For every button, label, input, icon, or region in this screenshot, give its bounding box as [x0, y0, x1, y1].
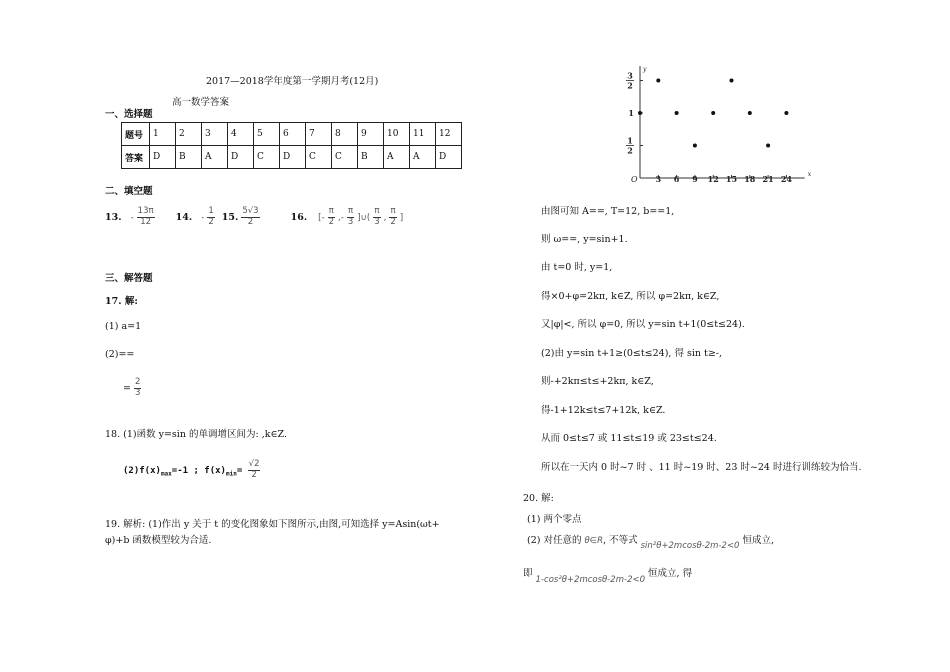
table-cell: D: [436, 146, 462, 169]
p20-holds: 恒成立,: [742, 535, 775, 546]
table-cell: 6: [280, 123, 306, 146]
data-point: [730, 79, 734, 83]
p18-fmax: (2)f(x): [123, 465, 161, 476]
r-line9: 从而 0≤t≤7 或 11≤t≤19 或 23≤t≤24.: [541, 433, 717, 444]
table-row: [122, 146, 462, 169]
r-line8: 得-1+12k≤t≤7+12k, k∈Z.: [541, 405, 666, 416]
q13-fraction: [137, 207, 155, 228]
table-cell: 7: [306, 123, 332, 146]
p20-theta: θ∈R: [584, 536, 604, 546]
data-point: [766, 144, 770, 148]
doc-subtitle: 高一数学答案: [172, 97, 230, 108]
table-cell: 3: [202, 123, 228, 146]
p19-line1: 19. 解析: (1)作出 y 关于 t 的变化图象如下图所示,由图,可知选择 y=Asin(ωt+: [105, 519, 440, 530]
data-point: [748, 111, 752, 115]
table-cell: 10: [384, 123, 410, 146]
table-cell: C: [306, 146, 332, 169]
r-line1: 由图可知 A==, T=12, b==1,: [541, 206, 675, 217]
p20-part2: [527, 532, 775, 551]
answer-table: [121, 122, 462, 169]
section-heading-fill: 二、填空题: [105, 186, 153, 197]
p20-ineq-label: , 不等式: [603, 535, 638, 546]
data-point: [693, 144, 697, 148]
q16-d2: 3: [347, 216, 354, 227]
p18-eq: =: [236, 465, 243, 476]
q16-n3: π: [374, 206, 380, 216]
q16-frac2: [347, 207, 354, 228]
section-heading-choice: 一、选择题: [105, 109, 153, 120]
q16-mid: ,-: [338, 212, 344, 223]
table-cell: B: [358, 146, 384, 169]
x-tick-label: 12: [707, 174, 719, 184]
q16-d4: 2: [390, 216, 396, 227]
q14-fraction: [207, 207, 214, 228]
table-cell: A: [202, 146, 228, 169]
p20-heading: 20. 解:: [523, 493, 554, 504]
r-line7: 则-+2kπ≤t≤+2kπ, k∈Z,: [541, 376, 654, 387]
r-line3: 由 t=0 时, y=1,: [541, 262, 613, 273]
table-cell: D: [228, 146, 254, 169]
r-line10: 所以在一天内 0 时~7 时 、11 时~19 时、23 时~24 时进行训练较为恰当.: [541, 462, 862, 473]
q16-n4: π: [390, 206, 396, 216]
x-tick-label: 18: [744, 174, 756, 184]
q16-close: ]: [399, 212, 404, 223]
p18-fraction: [248, 460, 261, 481]
p18-fmin: =-1 ; f(x): [171, 465, 226, 476]
q16-n2: π: [347, 206, 354, 216]
data-point: [711, 111, 715, 115]
p17-part2: (2)==: [105, 349, 135, 360]
scatter-chart: [620, 62, 810, 187]
data-point: [784, 111, 788, 115]
table-cell: 11: [410, 123, 436, 146]
table-cell: 答案: [122, 146, 150, 169]
p19-line2: φ)+b 函数模型较为合适.: [105, 535, 212, 546]
table-cell: C: [332, 146, 358, 169]
x-tick-label: 3: [655, 174, 662, 184]
table-cell: 1: [150, 123, 176, 146]
doc-title: 2017—2018学年度第一学期月考(12月): [206, 76, 379, 87]
table-row: [122, 123, 462, 146]
p17-part3: [123, 378, 141, 399]
r-line5: 又|φ|<, 所以 φ=0, 所以 y=sin t+1(0≤t≤24).: [541, 319, 745, 330]
p20-part3: [523, 565, 693, 585]
q13-num: 13π: [137, 206, 154, 216]
q14-den: 2: [208, 216, 214, 227]
fill-answers: [105, 207, 403, 228]
q16-label: 16.: [290, 211, 308, 223]
q14-neg: -: [201, 212, 205, 223]
q15-label: 15.: [221, 211, 239, 223]
table-cell: A: [384, 146, 410, 169]
p20-holds2: 恒成立, 得: [648, 568, 693, 579]
p20-ineq2: 1-cos²θ+2mcosθ-2m-2<0: [535, 575, 646, 585]
y-axis-label: y: [643, 66, 647, 73]
data-point: [675, 111, 679, 115]
table-cell: 9: [358, 123, 384, 146]
p17-eq: =: [123, 382, 131, 394]
q16-frac1: [328, 207, 335, 228]
x-tick-label: 15: [725, 174, 738, 184]
p20-ji: 即: [523, 568, 533, 579]
y-tick-label-num: 3: [627, 70, 633, 81]
q16-d3: 3: [374, 216, 380, 227]
table-cell: 8: [332, 123, 358, 146]
section-heading-solutions: 三、解答题: [105, 273, 153, 284]
y-tick-label-den: 2: [627, 80, 633, 91]
p18-part1: 18. (1)函数 y=sin 的单调增区间为: ,k∈Z.: [105, 429, 287, 440]
table-cell: 5: [254, 123, 280, 146]
data-point: [656, 79, 660, 83]
q16-frac3: [373, 207, 380, 228]
table-cell: D: [280, 146, 306, 169]
p18-part2: [123, 460, 260, 481]
q16-comma: ,: [383, 212, 387, 223]
table-cell: 2: [176, 123, 202, 146]
table-cell: 题号: [122, 123, 150, 146]
r-line4: 得×0+φ=2kπ, k∈Z, 所以 φ=2kπ, k∈Z,: [541, 291, 720, 302]
p20-ineq: sin²θ+2mcosθ-2m-2<0: [640, 541, 740, 551]
table-cell: A: [410, 146, 436, 169]
p17-heading: 17. 解:: [105, 296, 138, 307]
q15-fraction: [241, 207, 259, 228]
p18-min-sub: min: [225, 470, 237, 478]
p18-max-sub: max: [160, 470, 172, 478]
y-tick-label: 1: [628, 108, 634, 118]
q13-label: 13.: [105, 211, 122, 223]
q13-neg: -: [130, 212, 134, 223]
p18-num: √2: [248, 459, 260, 469]
p18-den: 2: [251, 469, 257, 480]
q16-n1: π: [328, 206, 334, 216]
table-cell: C: [254, 146, 280, 169]
table-cell: D: [150, 146, 176, 169]
r-line2: 则 ω==, y=sin+1.: [541, 234, 628, 245]
table-cell: B: [176, 146, 202, 169]
p17-den: 3: [135, 387, 141, 398]
q13-den: 12: [140, 216, 152, 227]
q16-union: ]∪(: [357, 212, 371, 223]
p17-part1: (1) a=1: [105, 321, 142, 332]
q14-label: 14.: [175, 211, 193, 223]
origin-label: O: [631, 175, 638, 184]
q16-frac4: [389, 207, 396, 228]
y-tick-label-num: 1: [627, 135, 633, 146]
y-tick-label-den: 2: [627, 145, 633, 156]
table-cell: 12: [436, 123, 462, 146]
q14-num: 1: [208, 206, 214, 216]
p17-num: 2: [135, 377, 141, 387]
p20-part1: (1) 两个零点: [527, 514, 582, 525]
x-tick-label: 21: [762, 174, 774, 184]
q16-open: [-: [318, 212, 325, 223]
x-tick-label: 9: [692, 174, 698, 184]
x-axis-label: x: [807, 171, 812, 178]
p20-any: (2) 对任意的: [527, 535, 582, 546]
q15-den: 2: [247, 216, 254, 227]
data-point: [638, 111, 642, 115]
x-tick-label: 24: [780, 174, 792, 184]
q16-d1: 2: [328, 216, 334, 227]
x-tick-label: 6: [673, 174, 680, 184]
table-cell: 4: [228, 123, 254, 146]
p17-fraction: [134, 378, 141, 399]
r-line6: (2)由 y=sin t+1≥(0≤t≤24), 得 sin t≥-,: [541, 348, 723, 359]
q15-num: 5√3: [242, 206, 259, 216]
